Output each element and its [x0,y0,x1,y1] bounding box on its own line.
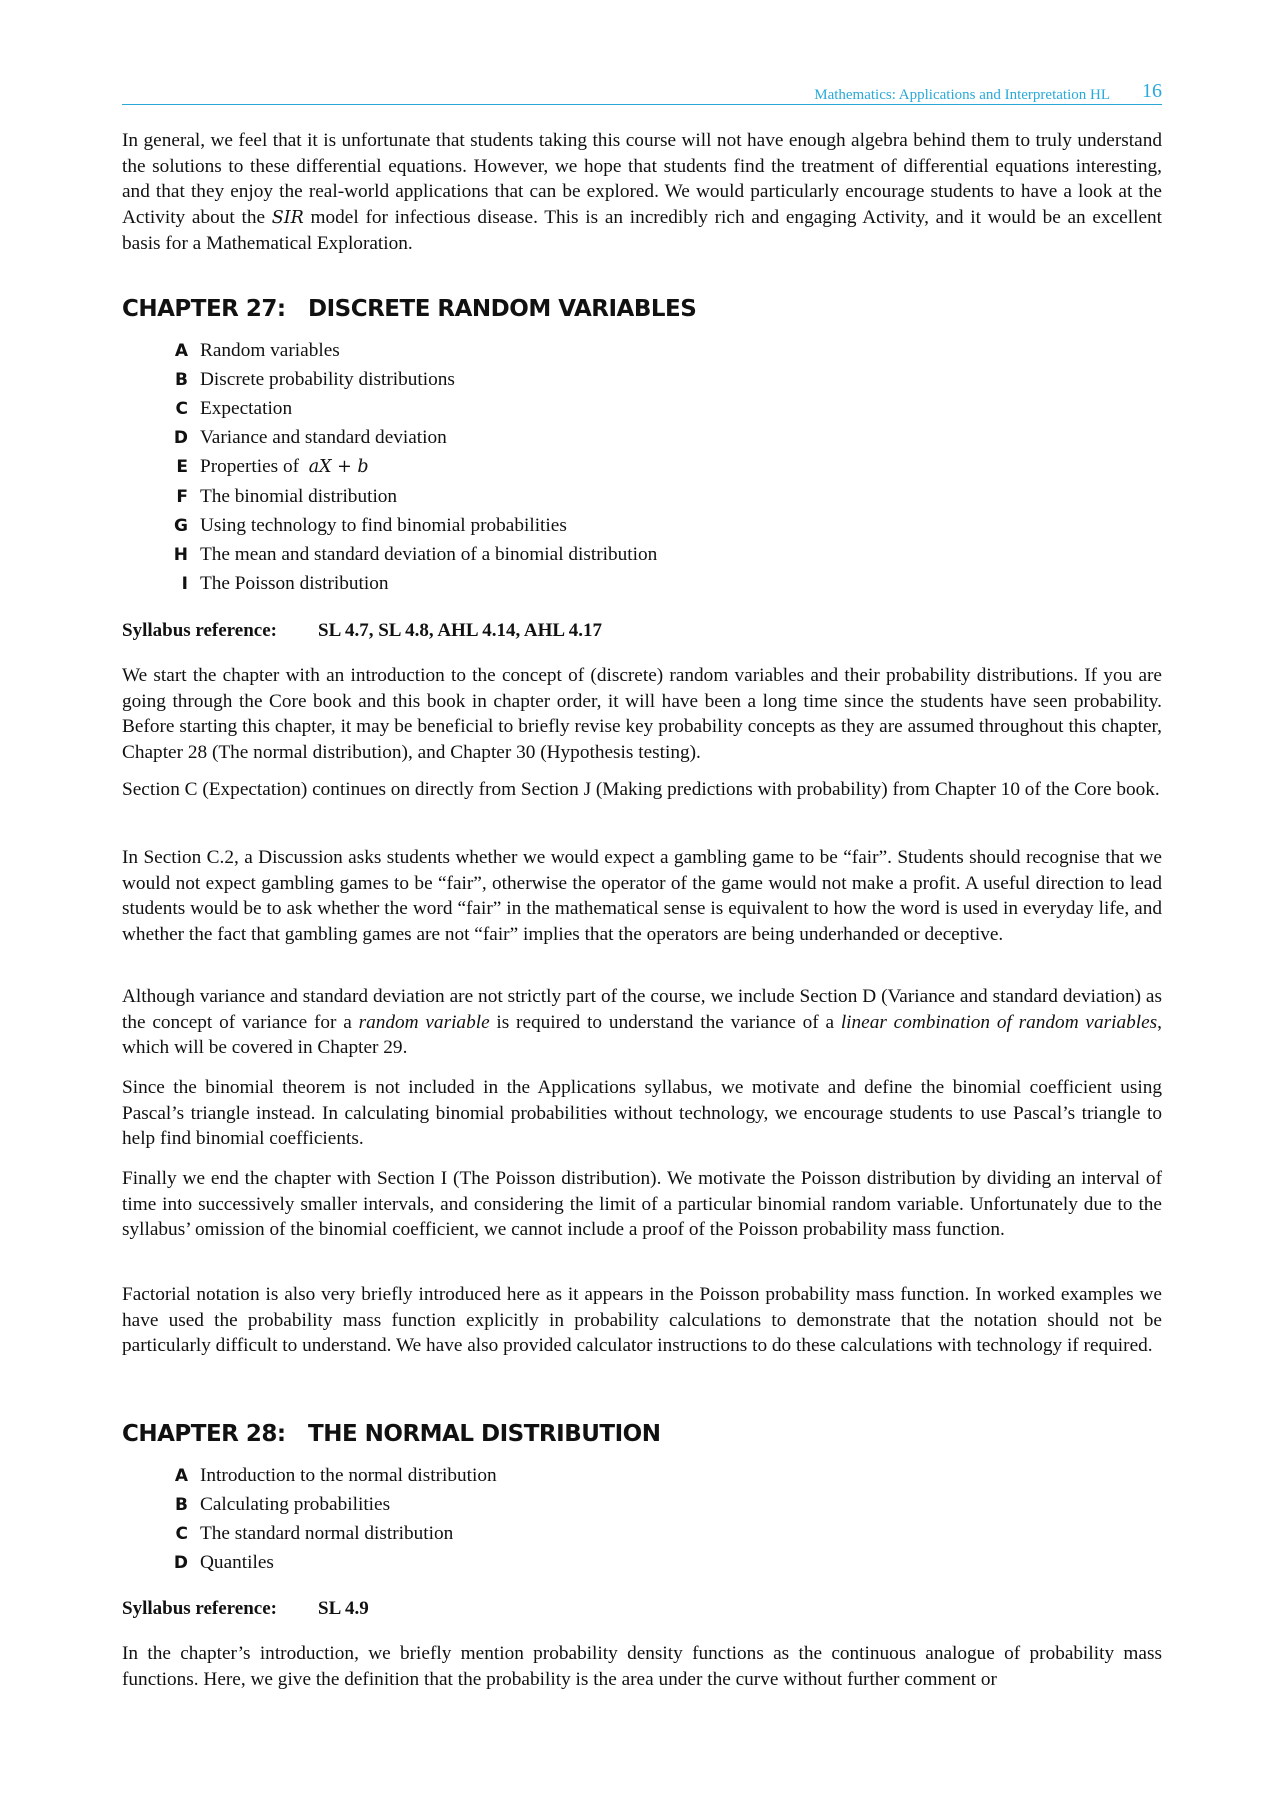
section-item [152,540,657,569]
section-label: Random variables [200,339,340,361]
chapter-title: DISCRETE RANDOM VARIABLES [308,296,697,322]
section-label [200,456,369,478]
sir-math: SIR [271,207,304,228]
section-label: The mean and standard deviation of a binomial distribution [200,543,658,565]
ch27-paragraph-5: Since the binomial theorem is not included in the Applications syllabus, we motivate and define the binomial coefficient using Pascal’s triangle instead. In calculating binomial probabilities without technology, we encourage students to use Pascal’s triangle to help find binomial coefficients. [122,1077,1162,1150]
p4-emphasis-1: random variable [358,1011,490,1033]
section-label: Discrete probability distributions [200,368,455,390]
section-item [152,365,657,394]
chapter-number: CHAPTER 28: [122,1421,286,1447]
section-item [152,1519,497,1548]
section-label-text: Properties of [200,456,304,478]
section-item [152,1461,497,1490]
chapter-28-section-list [152,1461,497,1578]
section-label: Variance and standard deviation [200,427,447,449]
section-label: Using technology to find binomial probabilities [200,514,567,536]
section-item [152,1490,497,1519]
section-letter: D [173,1553,188,1574]
p4-text-e: , which will be covered in Chapter 29. [122,1011,1162,1059]
book-title: Mathematics: Applications and Interpretation HL [814,87,1110,103]
section-letter: A [174,340,188,361]
section-label: Expectation [200,397,293,419]
syllabus-label: Syllabus reference: [122,1598,277,1619]
section-letter: D [173,428,188,449]
section-letter: B [175,1494,188,1515]
syllabus-value: SL 4.9 [318,1598,369,1619]
section-label: The binomial distribution [200,485,398,507]
section-item [152,482,657,511]
chapter-28-syllabus-reference [122,1598,369,1620]
page-number: 16 [1142,80,1162,102]
section-letter: C [175,1523,188,1544]
chapter-27-syllabus-reference [122,620,602,642]
section-letter: C [175,398,188,419]
intro-text-2: model for infectious disease. This is an incredibly rich and engaging Activity, and it would be an excellent basis for a Mathematical Exploration. [122,206,1162,255]
ch27-paragraph-1: We start the chapter with an introduction to the concept of (discrete) random variables and their probability distributions. If you are going through the Core book and this book in chapter order, it will have been a long time since the students have seen probability. Before starting this chapter, it may be beneficial to briefly revise key probability concepts as they are assumed throughout this chapter, Chapter 28 (The normal distribution), and Chapter 30 (Hypothesis testing). [122,665,1162,763]
section-label: Quantiles [200,1552,274,1574]
section-label: Introduction to the normal distribution [200,1464,497,1486]
section-letter: B [175,369,188,390]
section-item [152,511,657,540]
ch28-paragraph-1: In the chapter’s introduction, we briefly mention probability density functions as the continuous analogue of probability mass functions. Here, we give the definition that the probability is the area under the curve without further comment or [122,1643,1162,1690]
ch27-paragraph-7: Factorial notation is also very briefly introduced here as it appears in the Poisson probability mass function. In worked examples we have used the probability mass function explicitly in probability calculations to demonstrate that the notation should not be particularly difficult to understand. We have also provided calculator instructions to do these calculations with technology if required. [122,1284,1162,1357]
section-letter: H [173,544,188,565]
section-label: The Poisson distribution [200,573,389,595]
chapter-27-heading [122,296,696,322]
p4-text-a: Although variance and standard deviation are not strictly part of the course, we include Section D (Variance and standard deviation) as the concept of variance for a [122,986,1162,1033]
intro-text-1: In general, we feel that it is unfortunate that students taking this course will not have enough algebra behind them to truly understand the solutions to these differential equations. However, we hope that students find the treatment of differential equations interesting, and that they enjoy the real-world applications that can be explored. We would particularly encourage students to have a look at the Activity about the [122,130,1162,228]
section-item [152,453,657,482]
section-item [152,1549,497,1578]
section-math: aX + b [308,457,369,478]
section-item [152,424,657,453]
section-letter: A [174,1465,188,1486]
chapter-27-section-list [152,336,657,599]
section-item [152,394,657,423]
section-letter: I [181,574,188,595]
section-letter: F [176,486,188,507]
p4-text-c: is required to understand the variance of a [489,1011,841,1033]
syllabus-value: SL 4.7, SL 4.8, AHL 4.14, AHL 4.17 [318,620,603,641]
section-label: The standard normal distribution [200,1522,454,1544]
ch27-paragraph-6: Finally we end the chapter with Section I (The Poisson distribution). We motivate the Poisson distribution by dividing an interval of time into successively smaller intervals, and considering the limit of a particular binomial random variable. Unfortunately due to the syllabus’ omission of the binomial coefficient, we cannot include a proof of the Poisson probability mass function. [122,1168,1162,1241]
section-letter: G [174,515,188,536]
section-label: Calculating probabilities [200,1493,391,1515]
running-header [122,76,1162,105]
ch27-paragraph-4 [122,984,1162,1061]
section-item [152,336,657,365]
chapter-number: CHAPTER 27: [122,296,286,322]
ch27-paragraph-3: In Section C.2, a Discussion asks students whether we would expect a gambling game to be “fair”. Students should recognise that we would not expect gambling games to be “fair”, otherwise the operator of the game would not make a profit. A useful direction to lead students would be to ask whether the word “fair” in the mathematical sense is equivalent to how the word is used in everyday life, and whether the fact that gambling games are not “fair” implies that the operators are being underhanded or deceptive. [122,847,1162,945]
section-item [152,570,657,599]
p4-emphasis-2: linear combination of random variables [840,1011,1158,1033]
syllabus-label: Syllabus reference: [122,620,277,641]
chapter-28-heading [122,1421,660,1447]
section-letter: E [176,457,188,478]
ch27-paragraph-2: Section C (Expectation) continues on directly from Section J (Making predictions with probability) from Chapter 10 of the Core book. [122,779,1160,800]
chapter-title: THE NORMAL DISTRIBUTION [308,1421,661,1447]
intro-paragraph [122,128,1162,257]
